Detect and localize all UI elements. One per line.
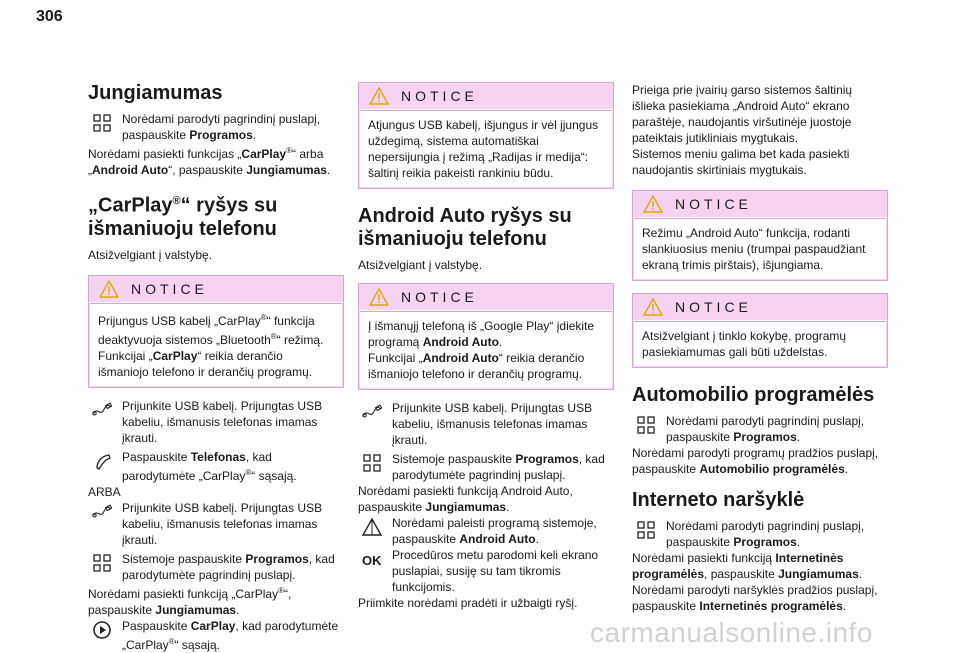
android-auto-icon xyxy=(362,517,382,537)
heading-jungiamumas: Jungiamumas xyxy=(88,82,223,104)
warning-icon xyxy=(643,297,663,317)
heading-carplay: „CarPlay®“ ryšys su išmaniuoju telefonu xyxy=(88,194,278,240)
usb-cable-icon xyxy=(92,400,112,420)
notice-title: NOTICE xyxy=(401,289,478,305)
notice-box xyxy=(632,190,888,281)
carplay-intro: Atsižvelgiant į valstybę. xyxy=(88,247,213,262)
notice-title: NOTICE xyxy=(675,196,752,212)
android-intro: Atsižvelgiant į valstybę. xyxy=(358,258,483,272)
notice-box xyxy=(88,275,344,388)
watermark: carmanualsonline.info xyxy=(590,617,873,648)
paragraph: Norėdami parodyti naršyklės pradžios puslapį, paspauskite Internetinės programėlės. xyxy=(632,583,878,613)
notice-text: Režimu „Android Auto“ funkcija, rodanti slankiuosius meniu (trumpai paspaudžiant ekraną trimis pirštais), išjungiama. xyxy=(642,226,866,272)
paragraph: Norėdami pasiekti funkciją „CarPlay®“, paspauskite Jungiamumas. xyxy=(88,585,292,617)
heading-android-auto: Android Auto ryšys su išmaniuoju telefonu xyxy=(358,205,572,250)
apps-grid-icon xyxy=(636,415,656,435)
carplay-icon xyxy=(92,620,112,640)
step-row: Prijunkite USB kabelį. Prijungtas USB kabeliu, išmanusis telefonas imamas įkrauti. xyxy=(88,500,344,548)
column-2 xyxy=(358,82,614,611)
step-row: Norėdami parodyti pagrindinį puslapį, paspauskite Programos. xyxy=(632,413,888,445)
warning-icon xyxy=(99,279,119,299)
warning-icon xyxy=(369,86,389,106)
usb-cable-icon xyxy=(92,502,112,522)
step-row: Norėdami parodyti pagrindinį puslapį, paspauskite Programos. xyxy=(88,111,344,143)
column-3 xyxy=(632,82,888,614)
heading-browser: Interneto naršyklė xyxy=(632,489,805,511)
paragraph: Priimkite norėdami pradėti ir užbaigti ryšį. xyxy=(358,596,578,610)
warning-icon xyxy=(369,287,389,307)
phone-icon xyxy=(92,451,112,471)
step-row: Paspauskite CarPlay, kad parodytumėte „CarPlay®“ sąsają. xyxy=(88,618,344,653)
notice-title: NOTICE xyxy=(401,88,478,104)
apps-grid-icon xyxy=(92,113,112,133)
paragraph: Prieiga prie įvairių garso sistemos šaltinių išlieka pasiekiama „Android Auto“ ekrano paraštėje, naudojantis viršutinėje juostoje pateiktais jutikliniais mygtukais. xyxy=(632,83,853,145)
step-row: Prijunkite USB kabelį. Prijungtas USB kabeliu, išmanusis telefonas imamas įkrauti. xyxy=(358,400,614,448)
paragraph: Norėdami pasiekti funkcijas „CarPlay®“ arba „Android Auto“, paspauskite Jungiamumas. xyxy=(88,146,331,177)
usb-cable-icon xyxy=(362,402,382,422)
step-row: OK Procedūros metu parodomi keli ekrano puslapiai, susiję su tam tikromis funkcijomis. xyxy=(362,548,599,594)
notice-title: NOTICE xyxy=(131,280,208,297)
step-row: Norėdami parodyti pagrindinį puslapį, paspauskite Programos. xyxy=(632,518,888,550)
column-1 xyxy=(88,82,344,653)
notice-box xyxy=(358,283,614,390)
step-row: Norėdami paleisti programą sistemoje, paspauskite Android Auto. xyxy=(358,515,614,547)
step-row: Sistemoje paspauskite Programos, kad parodytumėte pagrindinį puslapį. xyxy=(88,551,344,583)
heading-car-apps: Automobilio programėlės xyxy=(632,384,875,406)
notice-box xyxy=(358,82,614,189)
paragraph: Norėdami pasiekti funkciją Android Auto, paspauskite Jungiamumas. xyxy=(358,484,573,514)
apps-grid-icon xyxy=(636,520,656,540)
notice-text: Atjungus USB kabelį, išjungus ir vėl įjungus uždegimą, sistema automatiškai nepersijungia į režimą „Radijas ir medija“: šaltinį reikia pakeisti rankiniu būdu. xyxy=(368,118,599,180)
step-row: Sistemoje paspauskite Programos, kad parodytumėte pagrindinį puslapį. xyxy=(358,451,614,483)
notice-title: NOTICE xyxy=(675,299,752,315)
arba-label: ARBA xyxy=(88,484,121,499)
notice-text: Atsižvelgiant į tinklo kokybę, programų pasiekiamumas gali būti uždelstas. xyxy=(642,329,847,359)
notice-text: Į išmanųjį telefoną iš „Google Play“ įdiekite programą Android Auto. Funkcijai „Android Auto“ reikia derančio išmaniojo telefono ir derančių programų. xyxy=(368,319,595,381)
apps-grid-icon xyxy=(362,453,382,473)
notice-box xyxy=(632,293,888,368)
paragraph: Norėdami pasiekti funkciją Internetinės programėlės, paspauskite Jungiamumas. xyxy=(632,551,863,581)
paragraph: Norėdami parodyti programų pradžios puslapį, paspauskite Automobilio programėlės. xyxy=(632,446,879,476)
apps-grid-icon xyxy=(92,553,112,573)
notice-text: Prijungus USB kabelį „CarPlay®“ funkcija deaktyvuoja sistemos „Bluetooth®“ režimą. Funkcijai „CarPlay“ reikia derančio išmaniojo telefono ir derančių programų. xyxy=(98,312,324,379)
ok-icon: OK xyxy=(362,553,382,568)
step-row: Prijunkite USB kabelį. Prijungtas USB kabeliu, išmanusis telefonas imamas įkrauti. xyxy=(88,398,344,446)
step-row: Paspauskite Telefonas, kad parodytumėte „CarPlay®“ sąsają. xyxy=(88,449,344,484)
warning-icon xyxy=(643,194,663,214)
page-number: 306 xyxy=(36,8,63,25)
paragraph: Sistemos meniu galima bet kada pasiekti naudojantis skirtiniais mygtukais. xyxy=(632,147,850,177)
